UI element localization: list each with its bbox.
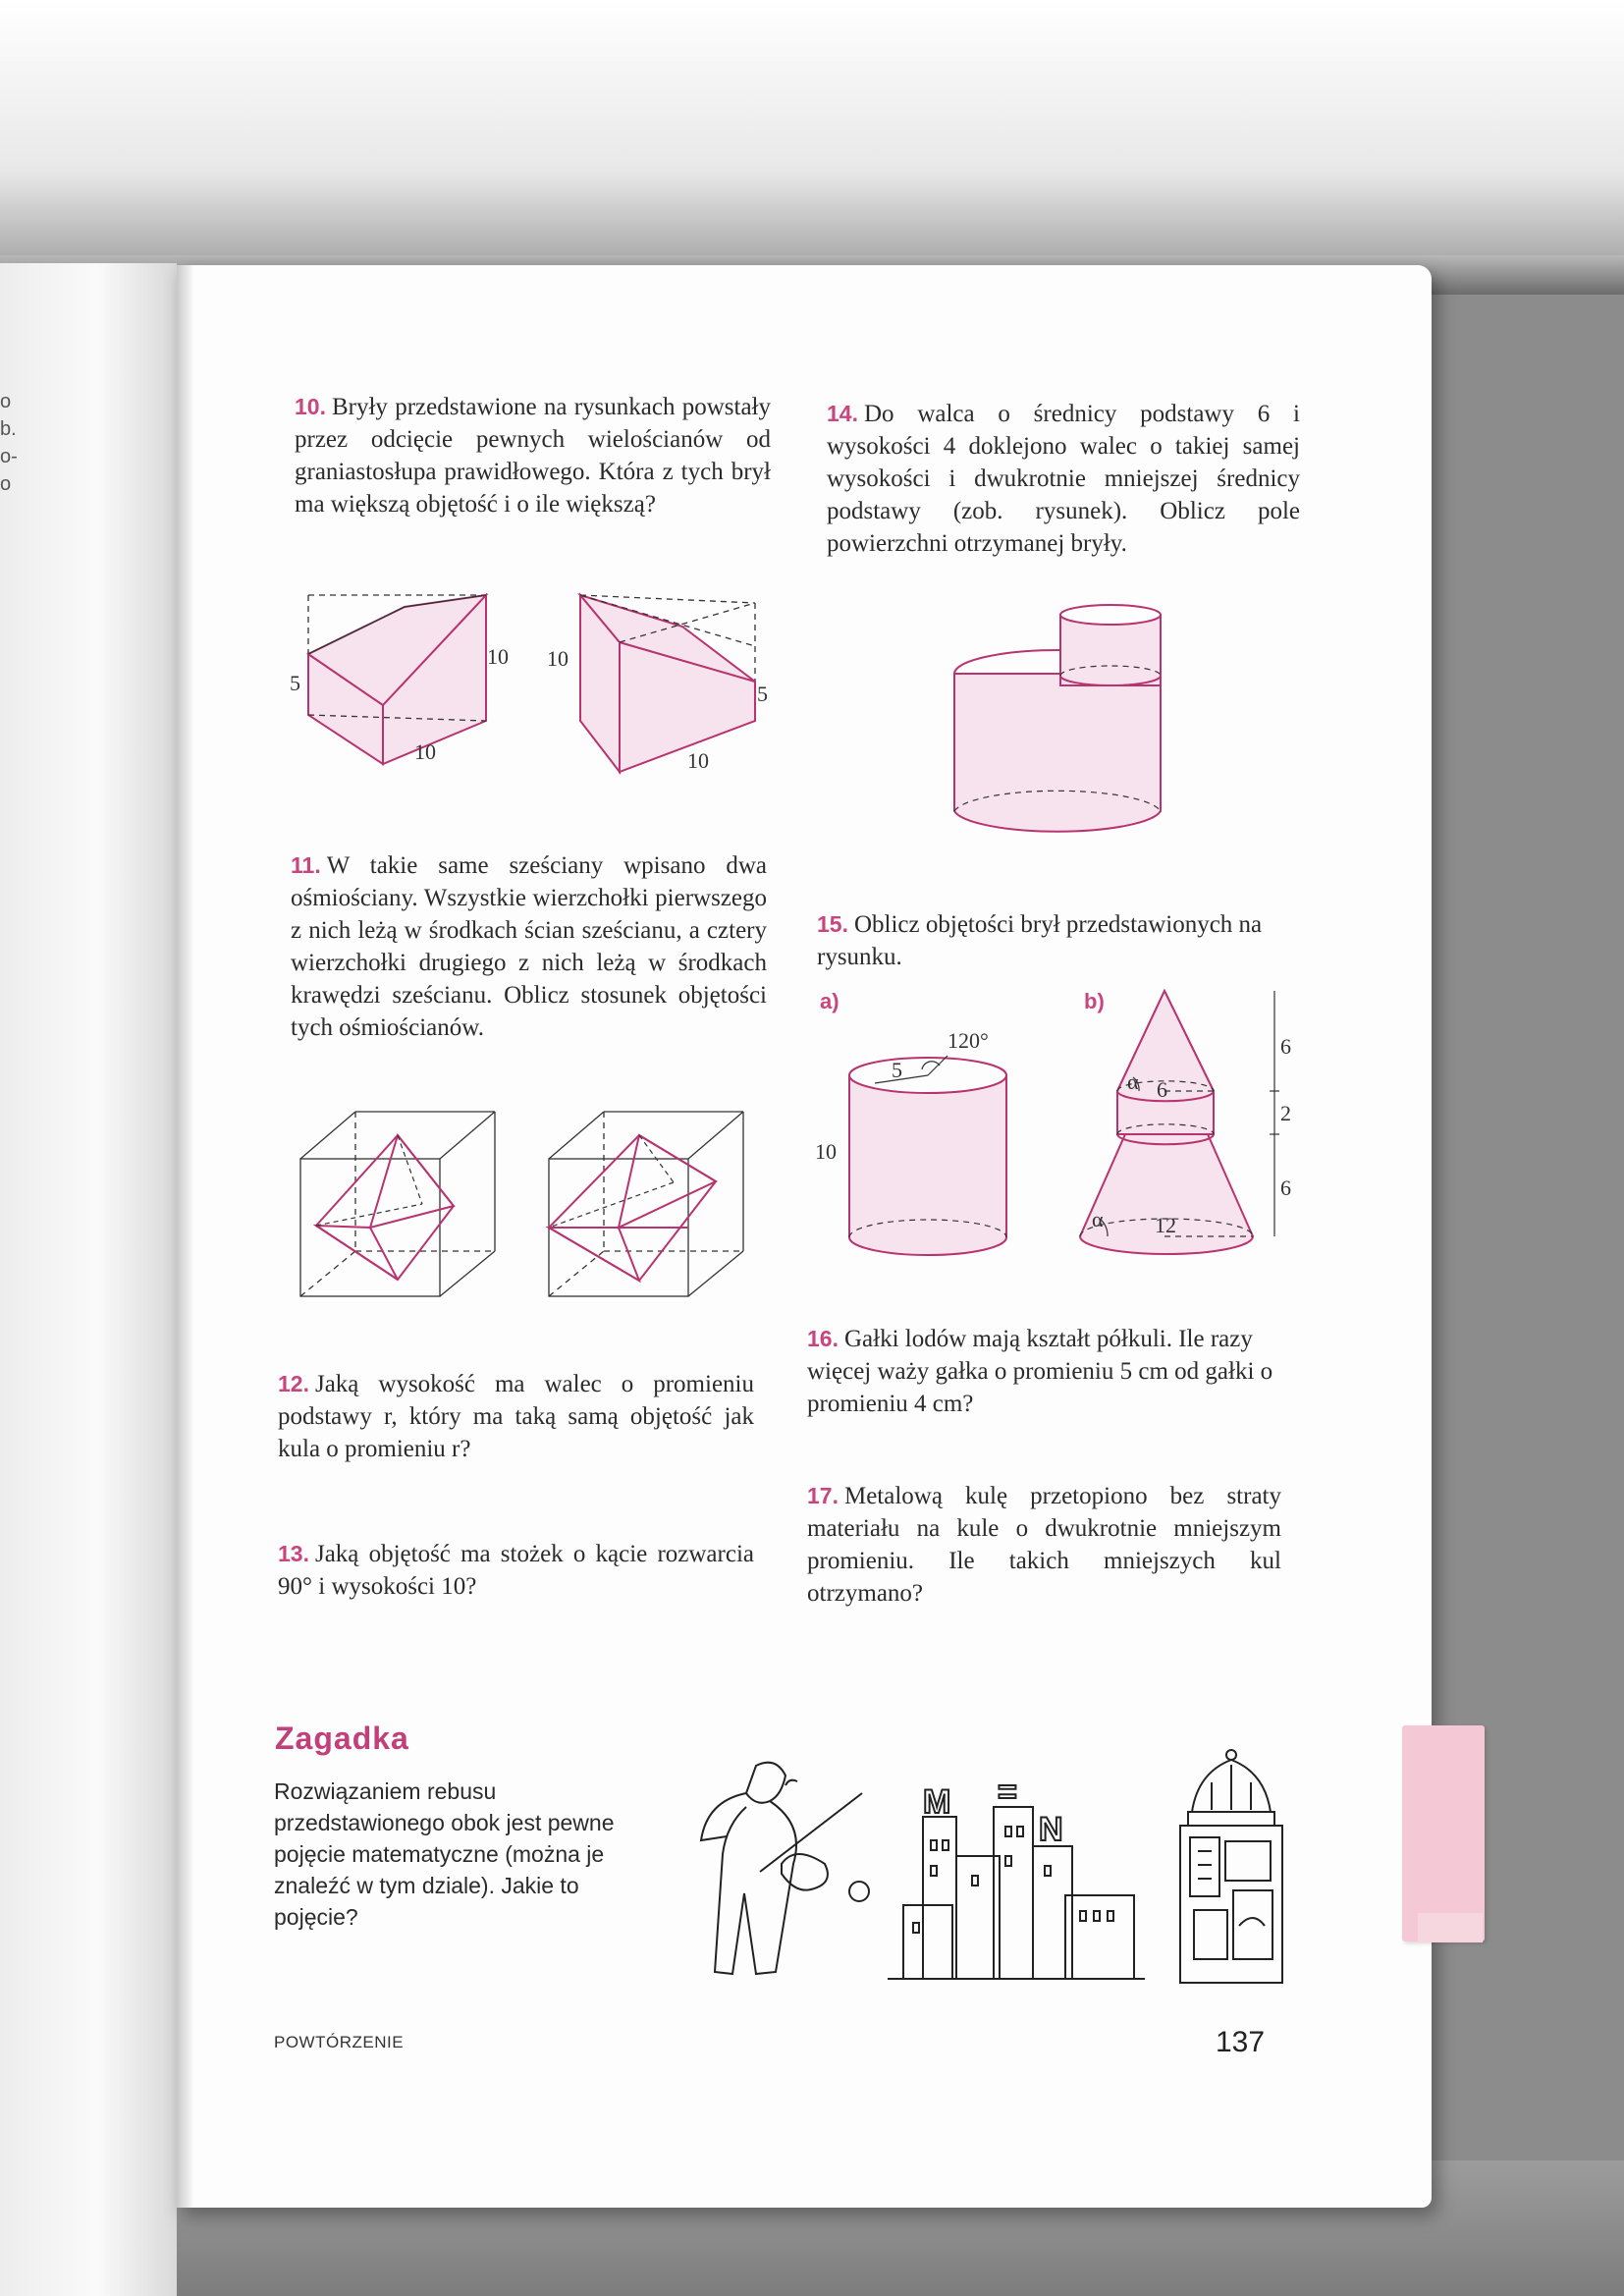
page-gutter bbox=[177, 265, 194, 2208]
figure-q14-cylinders bbox=[950, 597, 1166, 843]
label-radius-12: 12 bbox=[1155, 1213, 1176, 1237]
page-number: 137 bbox=[1216, 2026, 1266, 2058]
question-number: 13. bbox=[278, 1541, 309, 1566]
question-17 bbox=[807, 1480, 1281, 1610]
label-height-5: 5 bbox=[290, 671, 300, 695]
question-text: Jaką objętość ma stożek o kącie rozwarcia 90° i wysokości 10? bbox=[278, 1541, 754, 1600]
label-alpha-bottom: α bbox=[1092, 1207, 1104, 1231]
rebus-letter-n: N bbox=[1039, 1811, 1063, 1848]
figure-q11-cube-2 bbox=[545, 1108, 751, 1304]
question-12 bbox=[278, 1368, 754, 1465]
question-number: 12. bbox=[278, 1371, 309, 1396]
question-15 bbox=[817, 908, 1303, 973]
label-alpha-top: α bbox=[1127, 1069, 1139, 1094]
label-height-6-top: 6 bbox=[1280, 1034, 1291, 1059]
riddle-heading: Zagadka bbox=[275, 1721, 409, 1756]
pink-sticky-tab bbox=[1402, 1725, 1485, 1941]
rebus-picture-city bbox=[884, 1758, 1149, 1984]
label-side-5: 5 bbox=[757, 682, 768, 706]
label-side-10: 10 bbox=[487, 644, 509, 669]
figure-label-a: a) bbox=[820, 989, 839, 1013]
question-14 bbox=[827, 398, 1300, 560]
margin-fragment: o- bbox=[0, 446, 18, 467]
label-radius-6: 6 bbox=[1157, 1077, 1167, 1102]
rebus-picture-violinist bbox=[687, 1746, 884, 1982]
question-number: 14. bbox=[827, 401, 858, 426]
question-10 bbox=[295, 391, 771, 520]
label-base-10: 10 bbox=[687, 748, 709, 773]
section-footer: POWTÓRZENIE bbox=[274, 2033, 405, 2051]
figure-label-b: b) bbox=[1084, 989, 1105, 1013]
question-13 bbox=[278, 1538, 754, 1603]
figure-q10-right bbox=[545, 587, 771, 784]
label-height-10: 10 bbox=[815, 1139, 837, 1164]
rebus-letter-equals: = bbox=[998, 1774, 1017, 1811]
question-11 bbox=[291, 849, 767, 1044]
question-text: Bryły przedstawione na rysunkach powstały przez odcięcie pewnych wielościanów od graniastosłupa prawidłowego. Która z tych brył ma większą objętość i o ile większą? bbox=[295, 394, 771, 518]
margin-fragment: o bbox=[0, 391, 12, 412]
question-text: Do walca o średnicy podstawy 6 i wysokości 4 doklejono walec o takiej samej wysokości i dwukrotnie mniejszej średnicy podstawy (zob. rysunek). Oblicz pole powierzchni otrzymanej bryły. bbox=[827, 401, 1300, 557]
label-radius-5: 5 bbox=[892, 1058, 902, 1082]
scan-background-top bbox=[0, 0, 1624, 285]
label-height-10: 10 bbox=[547, 646, 568, 671]
riddle-text: Rozwiązaniem rebusu przedstawionego obok jest pewne pojęcie matematyczne (można je znaleźć w tym dziale). Jakie to pojęcie? bbox=[274, 1778, 615, 1930]
margin-fragment: o bbox=[0, 473, 12, 495]
question-text: W takie same sześciany wpisano dwa ośmiościany. Wszystkie wierzchołki pierwszego z nich leżą w środkach ścian sześcianu, a cztery wierzchołki drugiego z nich leżą w środkach krawędzi sześcianu. Oblicz stosunek objętości tych ośmiościanów. bbox=[291, 852, 767, 1041]
question-text: Metalową kulę przetopiono bez straty materiału na kule o dwukrotnie mniejszym promieniu. Ile takich mniejszych kul otrzymano? bbox=[807, 1483, 1281, 1607]
question-number: 10. bbox=[295, 394, 326, 419]
question-text: Gałki lodów mają kształt półkuli. Ile razy więcej waży gałka o promieniu 5 cm od gałki o promieniu 4 cm? bbox=[807, 1326, 1273, 1417]
question-number: 11. bbox=[291, 852, 321, 878]
question-text: Jaką wysokość ma walec o promieniu podstawy r, który ma taką samą objętość jak kula o promieniu r? bbox=[278, 1371, 754, 1462]
figure-q15b-cone-frustum bbox=[1078, 987, 1314, 1262]
rebus-letter-m: M bbox=[923, 1783, 951, 1821]
figure-q10-left bbox=[290, 587, 520, 784]
question-16 bbox=[807, 1323, 1303, 1420]
question-number: 16. bbox=[807, 1326, 839, 1351]
label-height-6-bottom: 6 bbox=[1280, 1175, 1291, 1200]
margin-fragment: b. bbox=[0, 418, 17, 440]
pink-tab-fold bbox=[1418, 1913, 1483, 1942]
label-base-10: 10 bbox=[414, 739, 436, 764]
figure-q11-cube-1 bbox=[297, 1108, 503, 1304]
question-number: 15. bbox=[817, 911, 848, 937]
question-text: Oblicz objętości brył przedstawionych na rysunku. bbox=[817, 911, 1263, 970]
figure-q15a-cylinder-sector bbox=[810, 987, 1036, 1252]
rebus-picture-kiosk bbox=[1168, 1743, 1296, 1989]
label-angle-120: 120° bbox=[947, 1028, 989, 1053]
question-number: 17. bbox=[807, 1483, 839, 1508]
label-height-2: 2 bbox=[1280, 1101, 1291, 1125]
left-page-edge bbox=[0, 263, 177, 2296]
